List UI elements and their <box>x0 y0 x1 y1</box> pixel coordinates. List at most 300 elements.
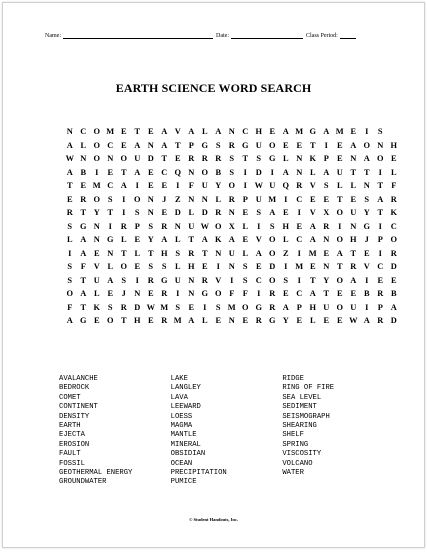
grid-letter: M <box>268 194 277 204</box>
grid-letter: A <box>120 181 127 190</box>
grid-letter: S <box>256 208 262 217</box>
grid-letter: L <box>188 208 195 217</box>
grid-letter: F <box>391 181 397 190</box>
grid-letter: R <box>161 316 168 325</box>
grid-letter: I <box>95 167 99 177</box>
grid-letter: L <box>390 167 397 177</box>
grid-letter: N <box>201 194 208 204</box>
grid-letter: G <box>79 221 87 231</box>
grid-row <box>63 301 401 315</box>
grid-letter: N <box>66 127 73 136</box>
grid-letter: U <box>93 275 100 285</box>
grid-letter: R <box>390 194 397 204</box>
grid-letter: C <box>80 127 87 136</box>
grid-letter: R <box>161 221 168 231</box>
grid-letter: I <box>122 194 126 204</box>
grid-letter: E <box>390 275 397 285</box>
grid-letter: C <box>296 289 303 298</box>
grid-letter: K <box>390 208 397 217</box>
grid-letter: S <box>67 262 73 271</box>
worksheet-page <box>2 2 425 548</box>
grid-letter: B <box>80 167 87 177</box>
grid-row <box>63 193 401 207</box>
grid-letter: E <box>282 140 289 150</box>
grid-letter: P <box>188 140 194 150</box>
grid-letter: D <box>201 208 208 217</box>
grid-letter: T <box>120 316 127 325</box>
grid-letter: S <box>215 140 221 150</box>
grid-letter: I <box>257 289 261 298</box>
word-item: EARTH <box>59 421 81 430</box>
grid-letter: V <box>93 262 100 271</box>
grid-letter: A <box>363 154 370 163</box>
grid-letter: E <box>282 289 289 298</box>
grid-letter: F <box>229 289 235 298</box>
grid-letter: P <box>134 221 140 231</box>
grid-letter: T <box>363 167 370 177</box>
grid-row <box>63 152 401 166</box>
word-item: CONTINENT <box>59 403 98 412</box>
word-item: OBSIDIAN <box>170 450 206 459</box>
grid-letter: I <box>203 302 207 312</box>
word-item: SEISMOGRAPH <box>282 412 330 421</box>
grid-letter: E <box>147 289 154 298</box>
grid-letter: L <box>80 140 87 150</box>
grid-letter: O <box>214 221 222 231</box>
grid-letter: E <box>296 316 303 325</box>
grid-letter: E <box>323 316 330 325</box>
grid-letter: E <box>336 316 343 325</box>
grid-letter: H <box>309 302 316 312</box>
grid-letter: N <box>350 154 357 163</box>
grid-letter: K <box>93 302 100 312</box>
grid-letter: G <box>106 235 114 244</box>
grid-letter: N <box>188 194 195 204</box>
grid-letter: A <box>161 127 168 136</box>
grid-letter: O <box>201 167 208 177</box>
grid-letter: U <box>350 302 357 312</box>
grid-letter: V <box>255 235 262 244</box>
grid-letter: D <box>147 154 154 163</box>
grid-letter: N <box>323 235 330 244</box>
grid-letter: R <box>188 248 195 258</box>
grid-letter: C <box>255 275 262 285</box>
date-line <box>231 33 303 39</box>
grid-letter: I <box>108 221 112 231</box>
grid-letter: O <box>93 154 100 163</box>
grid-letter: E <box>93 316 100 325</box>
grid-letter: U <box>269 181 276 190</box>
grid-letter: Y <box>93 208 100 217</box>
grid-letter: L <box>215 194 222 204</box>
grid-letter: I <box>122 208 126 217</box>
grid-letter: G <box>201 140 208 150</box>
grid-letter: E <box>242 316 249 325</box>
grid-letter: N <box>147 208 154 217</box>
grid-letter: N <box>228 262 235 271</box>
grid-letter: A <box>134 140 141 150</box>
grid-letter: M <box>295 262 304 271</box>
grid-letter: N <box>228 316 235 325</box>
grid-letter: L <box>107 262 114 271</box>
grid-letter: M <box>308 248 317 258</box>
grid-letter: A <box>282 302 289 312</box>
grid-letter: J <box>162 194 167 204</box>
grid-letter: M <box>160 302 169 312</box>
grid-letter: I <box>297 248 301 258</box>
class-period-label: Class Period: <box>306 33 338 39</box>
grid-letter: I <box>365 127 369 136</box>
grid-letter: U <box>255 194 262 204</box>
grid-letter: L <box>242 221 249 231</box>
grid-letter: B <box>390 289 397 298</box>
grid-letter: N <box>350 221 357 231</box>
grid-letter: R <box>215 154 222 163</box>
grid-letter: S <box>269 221 275 231</box>
grid-letter: E <box>336 154 343 163</box>
word-item: WATER <box>282 468 304 477</box>
grid-letter: N <box>107 248 114 258</box>
grid-letter: H <box>282 221 289 231</box>
grid-letter: C <box>107 181 114 190</box>
grid-letter: S <box>215 302 221 312</box>
grid-letter: E <box>161 208 168 217</box>
grid-letter: O <box>336 208 343 217</box>
grid-letter: G <box>79 316 87 325</box>
grid-letter: T <box>377 181 384 190</box>
grid-letter: O <box>106 316 114 325</box>
page-title: EARTH SCIENCE WORD SEARCH <box>115 81 312 95</box>
grid-row <box>63 166 401 180</box>
grid-letter: A <box>80 289 87 298</box>
grid-letter: U <box>201 181 208 190</box>
grid-letter: F <box>242 289 248 298</box>
grid-letter: N <box>174 221 181 231</box>
grid-letter: E <box>390 154 397 163</box>
grid-letter: R <box>188 154 195 163</box>
grid-letter: M <box>173 316 182 325</box>
grid-letter: R <box>120 302 127 312</box>
grid-letter: U <box>188 221 195 231</box>
grid-letter: N <box>188 275 195 285</box>
grid-letter: R <box>323 221 330 231</box>
grid-letter: U <box>350 208 357 217</box>
grid-letter: A <box>390 302 397 312</box>
grid-letter: O <box>66 289 73 298</box>
grid-letter: E <box>66 194 73 204</box>
grid-letter: S <box>161 262 167 271</box>
grid-letter: S <box>377 127 383 136</box>
grid-letter: G <box>309 127 316 136</box>
grid-letter: U <box>336 167 343 177</box>
grid-letter: X <box>323 208 330 217</box>
grid-letter: R <box>390 248 397 258</box>
grid-letter: O <box>93 194 100 204</box>
grid-letter: I <box>216 262 220 271</box>
grid-letter: E <box>80 181 87 190</box>
grid-letter: H <box>160 248 168 258</box>
word-item: OCEAN <box>170 459 193 468</box>
grid-letter: A <box>201 235 208 244</box>
grid-letter: C <box>390 221 397 231</box>
grid-letter: S <box>283 275 289 285</box>
grid-letter: I <box>297 275 301 285</box>
grid-letter: A <box>323 167 330 177</box>
grid-letter: O <box>120 154 127 163</box>
grid-letter: L <box>93 289 100 298</box>
grid-letter: O <box>390 235 397 244</box>
grid-letter: N <box>215 248 222 258</box>
grid-letter: I <box>135 181 139 190</box>
grid-letter: E <box>201 262 208 271</box>
grid-letter: S <box>67 221 73 231</box>
grid-letter: N <box>93 221 100 231</box>
grid-letter: I <box>68 248 72 258</box>
word-item: MANTLE <box>170 431 197 440</box>
name-line <box>63 33 213 39</box>
grid-letter: V <box>309 208 316 217</box>
grid-letter: S <box>121 275 127 285</box>
grid-letter: X <box>228 221 235 231</box>
grid-letter: E <box>296 140 303 150</box>
grid-letter: N <box>228 208 235 217</box>
grid-row <box>63 247 401 261</box>
grid-letter: E <box>174 154 181 163</box>
grid-letter: T <box>174 140 181 150</box>
grid-letter: R <box>66 208 73 217</box>
grid-letter: O <box>133 194 141 204</box>
grid-letter: H <box>187 262 195 271</box>
grid-letter: R <box>255 316 262 325</box>
grid-letter: W <box>349 316 358 325</box>
grid-letter: E <box>296 221 303 231</box>
grid-letter: E <box>377 275 384 285</box>
grid-letter: E <box>147 316 154 325</box>
grid-letter: F <box>188 181 194 190</box>
grid-letter: E <box>147 167 154 177</box>
grid-letter: T <box>147 248 154 258</box>
grid-letter: S <box>67 275 73 285</box>
grid-letter: E <box>107 167 114 177</box>
grid-letter: V <box>174 127 181 136</box>
word-item: LANGLEY <box>170 384 201 393</box>
grid-letter: M <box>335 127 344 136</box>
grid-letter: S <box>229 167 235 177</box>
grid-letter: P <box>296 302 302 312</box>
grid-letter: E <box>309 194 316 204</box>
grid-letter: U <box>134 154 141 163</box>
grid-letter: E <box>350 289 357 298</box>
word-item: BEDROCK <box>59 384 90 393</box>
grid-letter: T <box>80 275 87 285</box>
grid-letter: T <box>80 208 87 217</box>
grid-letter: T <box>336 194 343 204</box>
grid-letter: J <box>121 289 126 298</box>
grid-letter: R <box>296 181 303 190</box>
grid-letter: S <box>175 302 181 312</box>
grid-letter: E <box>350 194 357 204</box>
grid-letter: O <box>214 289 222 298</box>
grid-letter: Y <box>363 208 370 217</box>
grid-letter: T <box>323 289 330 298</box>
grid-letter: M <box>295 127 304 136</box>
grid-row <box>63 220 401 234</box>
grid-letter: A <box>282 167 289 177</box>
grid-letter: R <box>120 221 127 231</box>
grid-letter: L <box>66 235 73 244</box>
grid-letter: I <box>135 275 139 285</box>
word-item: PRECIPITATION <box>170 468 227 477</box>
grid-letter: O <box>268 235 276 244</box>
grid-letter: A <box>107 275 114 285</box>
grid-letter: O <box>228 181 235 190</box>
grid-letter: A <box>161 235 168 244</box>
grid-letter: A <box>161 140 168 150</box>
grid-letter: O <box>336 302 343 312</box>
grid-letter: T <box>309 140 316 150</box>
student-info-header <box>45 33 382 39</box>
grid-letter: C <box>296 235 303 244</box>
grid-letter: C <box>242 127 249 136</box>
grid-letter: G <box>241 140 249 150</box>
grid-letter: J <box>364 235 369 244</box>
grid-letter: D <box>390 262 397 271</box>
word-bank <box>59 375 394 488</box>
grid-letter: I <box>176 289 180 298</box>
grid-letter: L <box>134 248 141 258</box>
grid-letter: A <box>269 208 276 217</box>
grid-letter: N <box>93 235 100 244</box>
grid-letter: A <box>377 194 384 204</box>
grid-letter: T <box>309 275 316 285</box>
word-item: LAVA <box>170 393 188 402</box>
grid-letter: E <box>107 289 114 298</box>
grid-letter: G <box>201 289 208 298</box>
word-item: PUMICE <box>170 478 197 487</box>
grid-letter: H <box>133 316 141 325</box>
grid-letter: R <box>147 275 154 285</box>
grid-letter: I <box>324 140 328 150</box>
class-period-line <box>340 33 356 39</box>
grid-letter: R <box>377 289 384 298</box>
grid-letter: E <box>120 127 127 136</box>
grid-letter: O <box>120 262 127 271</box>
grid-letter: T <box>120 167 127 177</box>
grid-letter: C <box>107 140 114 150</box>
grid-letter: N <box>134 289 141 298</box>
word-item: AVALANCHE <box>59 375 98 383</box>
grid-letter: N <box>296 167 303 177</box>
grid-letter: O <box>268 140 276 150</box>
word-item: SEDIMENT <box>282 403 317 412</box>
grid-letter: N <box>228 127 235 136</box>
grid-letter: T <box>120 248 127 258</box>
grid-letter: I <box>365 275 369 285</box>
word-item: MAGMA <box>170 421 193 430</box>
grid-letter: Q <box>282 181 289 190</box>
grid-letter: O <box>363 140 370 150</box>
grid-letter: I <box>270 167 274 177</box>
grid-letter: C <box>161 167 168 177</box>
grid-letter: U <box>255 140 262 150</box>
grid-letter: T <box>66 181 73 190</box>
grid-letter: Z <box>282 248 289 258</box>
grid-letter: A <box>134 167 141 177</box>
grid-letter: K <box>309 154 316 163</box>
grid-letter: S <box>107 302 113 312</box>
grid-row <box>63 179 401 193</box>
grid-letter: A <box>215 127 222 136</box>
grid-letter: C <box>296 194 303 204</box>
grid-row <box>63 260 401 274</box>
grid-letter: P <box>323 154 329 163</box>
grid-letter: H <box>255 127 262 136</box>
grid-letter: S <box>256 154 262 163</box>
word-item: MINERAL <box>170 440 201 449</box>
grid-letter: O <box>268 248 276 258</box>
grid-letter: R <box>269 302 276 312</box>
word-item: VOLCANO <box>282 459 313 468</box>
grid-letter: S <box>323 181 329 190</box>
grid-letter: D <box>390 316 397 325</box>
grid-letter: E <box>336 289 343 298</box>
grid-letter: A <box>80 235 87 244</box>
grid-letter: N <box>80 154 87 163</box>
name-label: Name: <box>45 33 61 39</box>
grid-letter: S <box>175 248 181 258</box>
grid-letter: M <box>227 302 236 312</box>
grid-letter: A <box>309 289 316 298</box>
word-item: VISCOSITY <box>282 450 322 459</box>
grid-letter: L <box>309 316 316 325</box>
grid-letter: A <box>282 127 289 136</box>
grid-letter: T <box>350 248 357 258</box>
grid-letter: R <box>228 194 235 204</box>
grid-row <box>63 274 401 288</box>
grid-row <box>63 125 401 139</box>
grid-letter: R <box>215 208 222 217</box>
grid-letter: O <box>376 154 384 163</box>
grid-letter: A <box>350 140 357 150</box>
grid-letter: N <box>107 154 114 163</box>
grid-letter: Y <box>282 316 289 325</box>
grid-letter: K <box>214 235 222 244</box>
grid-letter: S <box>242 275 248 285</box>
grid-letter: D <box>269 262 276 271</box>
grid-letter: N <box>296 154 303 163</box>
grid-letter: O <box>241 302 249 312</box>
grid-letter: H <box>390 140 397 150</box>
grid-letter: T <box>201 248 208 258</box>
grid-letter: Y <box>147 235 154 244</box>
grid-letter: I <box>230 275 234 285</box>
grid-letter: E <box>134 235 141 244</box>
grid-letter: E <box>350 127 357 136</box>
grid-letter: A <box>66 167 73 177</box>
word-item: COMET <box>59 393 81 402</box>
word-item: EJECTA <box>59 431 85 440</box>
grid-letter: I <box>365 302 369 312</box>
grid-letter: G <box>255 302 262 312</box>
grid-letter: E <box>282 208 289 217</box>
grid-row <box>63 206 401 220</box>
grid-letter: O <box>93 140 100 150</box>
word-item: DENSITY <box>59 412 90 421</box>
grid-letter: Z <box>174 194 181 204</box>
grid-letter: E <box>188 302 195 312</box>
word-item: EROSION <box>59 440 90 449</box>
grid-letter: L <box>174 235 181 244</box>
